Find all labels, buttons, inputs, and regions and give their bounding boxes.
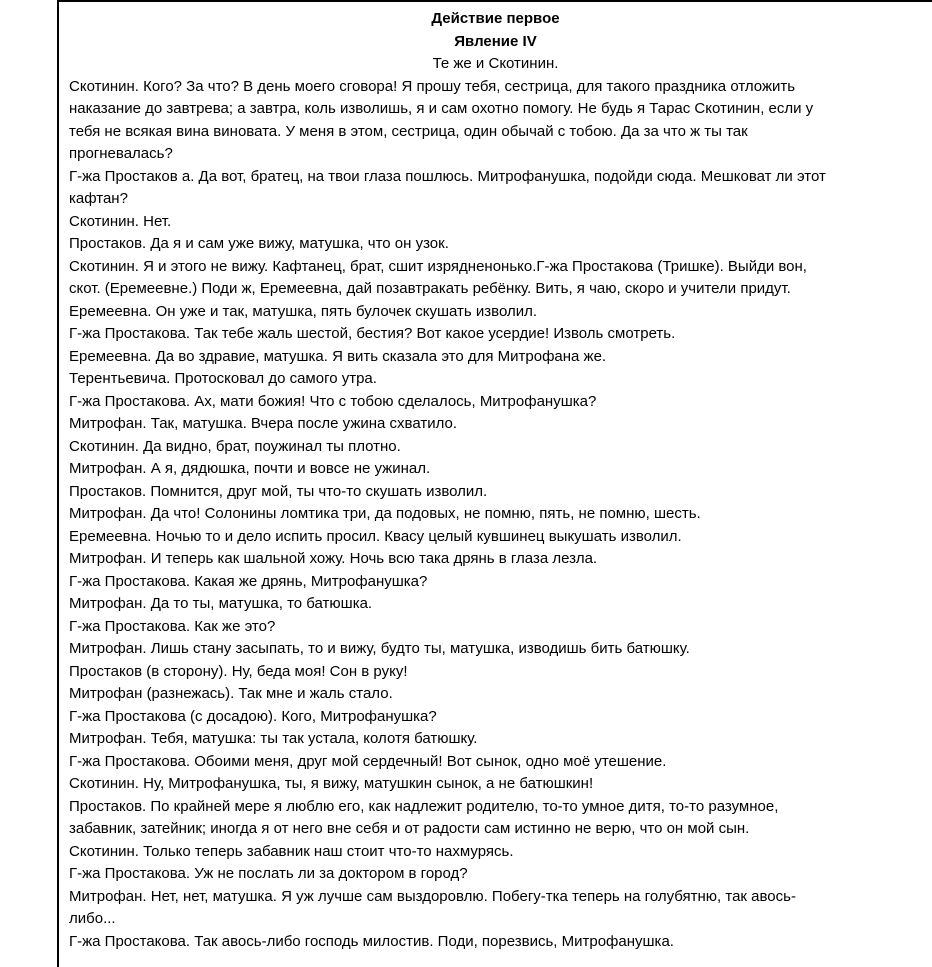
dialogue-line: Митрофан. Нет, нет, матушка. Я уж лучше сам выздоровлю. Побегу-тка теперь на голубятню, так авось- — [69, 887, 796, 905]
dialogue-line: Скотинин. Да видно, брат, поужинал ты плотно. — [69, 437, 401, 455]
dialogue-line: наказание до завтрева; а завтра, коль изволишь, я и сам охотно помогу. Не будь я Тарас Скотинин, если у — [69, 100, 814, 117]
dialogue-line: Скотинин. Ну, Митрофанушка, ты, я вижу, матушкин сынок, а не батюшкин! — [69, 775, 594, 792]
dialogue-line: Митрофан (разнежась). Так мне и жаль стало. — [69, 685, 393, 702]
dialogue-line: Митрофан. И теперь как шальной хожу. Ночь всю така дрянь в глаза лезла. — [69, 550, 598, 567]
dialogue-line: Скотинин. Кого? За что? В день моего сговора! Я прошу тебя, сестрица, для такого праздника отложить — [69, 77, 796, 95]
scene-title: Явление IV — [454, 32, 537, 50]
dialogue-line: тебя не всякая вина виновата. У меня в этом, сестрица, один обычай с тобою. Да за что ж ты так — [69, 122, 748, 140]
dialogue-line: Терентьевича. Протосковал до самого утра. — [69, 370, 377, 387]
dialogue-line: Г-жа Простакова (с досадою). Кого, Митрофанушка? — [69, 707, 437, 725]
dialogue-line: скот. (Еремеевне.) Поди ж, Еремеевна, дай позавтракать ребёнку. Вить, я чаю, скоро и учители придут. — [69, 280, 791, 297]
dialogue-line: Скотинин. Нет. — [69, 212, 172, 230]
dialogue-line: Скотинин. Я и этого не вижу. Кафтанец, брат, сшит изрядненонько.Г-жа Простакова (Тришке). Выйди вон, — [69, 257, 807, 275]
dialogue-line: Г-жа Простакова. Какая же дрянь, Митрофанушка? — [69, 572, 428, 590]
dialogue-line: прогневалась? — [69, 145, 173, 162]
document-page — [57, 0, 932, 967]
dialogue-line: Простаков. Да я и сам уже вижу, матушка, что он узок. — [69, 235, 449, 252]
dialogue-line: Г-жа Простакова. Уж не послать ли за доктором в город? — [69, 865, 468, 882]
dialogue-line: Митрофан. Лишь стану засыпать, то и вижу, будто ты, матушка, изводишь бить батюшку. — [69, 640, 690, 657]
dialogue-line: Простаков. По крайней мере я люблю его, как надлежит родителю, то-то умное дитя, то-то разумное, — [69, 797, 779, 815]
dialogue-line: Митрофан. Да что! Солонины ломтика три, да подовых, не помню, пять, не помню, шесть. — [69, 505, 701, 522]
dialogue-line: Митрофан. Тебя, матушка: ты так устала, колотя батюшку. — [69, 730, 478, 747]
dialogue-line: Еремеевна. Ночью то и дело испить просил. Квасу целый кувшинец выкушать изволил. — [69, 527, 682, 545]
dialogue-line: Митрофан. Так, матушка. Вчера после ужина схватило. — [69, 415, 458, 432]
dialogue-line: Еремеевна. Он уже и так, матушка, пять булочек скушать изволил. — [69, 302, 538, 320]
dialogue-body — [59, 76, 932, 954]
dialogue-line: Митрофан. А я, дядюшка, почти и вовсе не ужинал. — [69, 460, 431, 477]
dialogue-line: забавник, затейник; иногда я от него вне себя и от радости сам истинно не верю, что он мой сын. — [69, 820, 750, 837]
dialogue-line: Г-жа Простакова. Так тебе жаль шестой, бестия? Вот какое усердие! Изволь смотреть. — [69, 325, 676, 342]
act-title: Действие первое — [431, 10, 560, 27]
dialogue-line: Г-жа Простакова. Ах, мати божия! Что с тобою сделалось, Митрофанушка? — [69, 392, 597, 410]
dialogue-line: Г-жа Простаков а. Да вот, братец, на твои глаза пошлюсь. Митрофанушка, подойди сюда. Мешковат ли этот — [69, 167, 826, 185]
dialogue-line: кафтан? — [69, 190, 128, 207]
dialogue-line: Г-жа Простакова. Обоими меня, друг мой сердечный! Вот сынок, одно моё утешение. — [69, 752, 667, 770]
dialogue-line: либо... — [69, 910, 116, 927]
scene-cast: Те же и Скотинин. — [432, 55, 559, 72]
document-heading — [59, 8, 932, 76]
dialogue-line: Скотинин. Только теперь забавник наш стоит что-то нахмурясь. — [69, 842, 514, 860]
dialogue-line: Простаков (в сторону). Ну, беда моя! Сон в руку! — [69, 662, 408, 680]
dialogue-line: Г-жа Простакова. Как же это? — [69, 617, 276, 635]
dialogue-line: Митрофан. Да то ты, матушка, то батюшка. — [69, 595, 373, 612]
dialogue-line: Простаков. Помнится, друг мой, ты что-то скушать изволил. — [69, 482, 488, 500]
dialogue-line: Еремеевна. Да во здравие, матушка. Я вить сказала это для Митрофана же. — [69, 347, 607, 365]
dialogue-line: Г-жа Простакова. Так авось-либо господь милостив. Поди, порезвись, Митрофанушка. — [69, 932, 674, 950]
